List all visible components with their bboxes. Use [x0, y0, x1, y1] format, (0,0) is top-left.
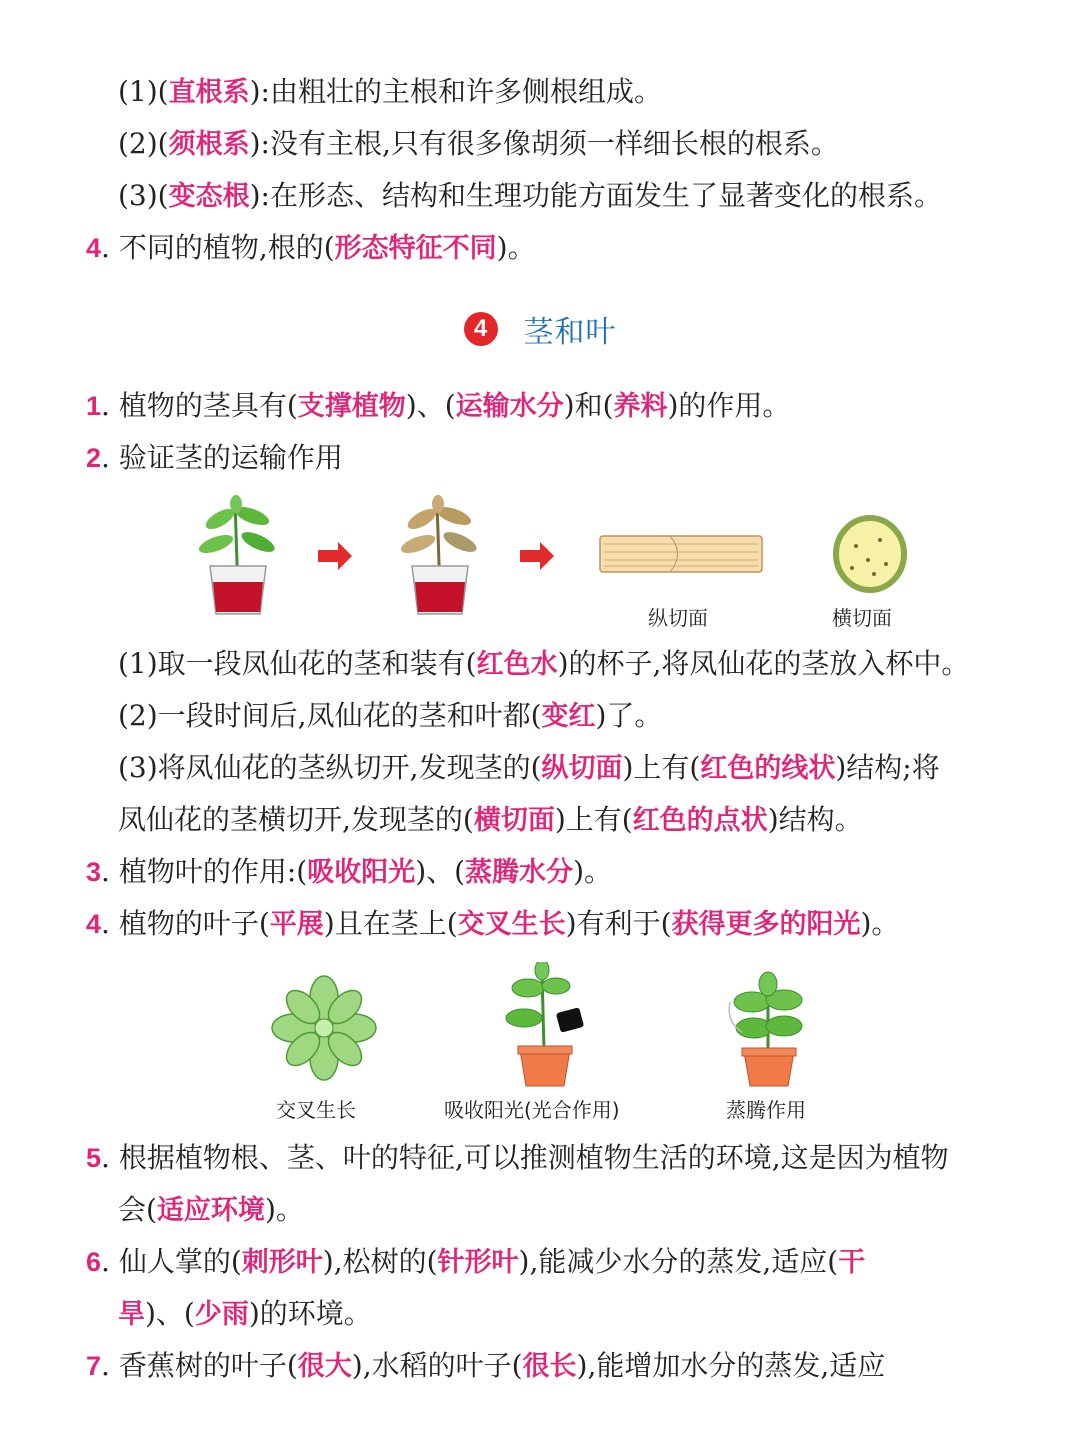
answer: 直根系	[168, 77, 250, 108]
item-5-line-1: 5. 根据植物根、茎、叶的特征,可以推测植物生活的环境,这是因为植物	[86, 1141, 949, 1174]
answer: 须根系	[168, 129, 250, 160]
root-item-1: (1)(直根系):由粗壮的主根和许多侧根组成。	[118, 75, 662, 108]
item-2: 2. 验证茎的运输作用	[86, 441, 343, 474]
leaf-function-illustration	[260, 962, 840, 1092]
item-5-line-2: 会(适应环境)。	[118, 1193, 304, 1226]
plant-in-red-water-1	[197, 495, 278, 614]
section-number-badge: 4	[464, 312, 498, 346]
caption-photosynthesis: 吸收阳光(光合作用)	[444, 1098, 620, 1122]
rosette-plant	[272, 976, 376, 1080]
potted-plant-photosynthesis	[506, 962, 584, 1086]
item-number: 4	[86, 233, 102, 263]
answer: 形态特征不同	[334, 233, 497, 264]
item-2-sub-3b: 凤仙花的茎横切开,发现茎的(横切面)上有(红色的点状)结构。	[118, 803, 863, 836]
potted-plant-transpiration	[729, 972, 802, 1086]
item-2-sub-1: (1)取一段凤仙花的茎和装有(红色水)的杯子,将凤仙花的茎放入杯中。	[118, 647, 970, 680]
answer: 变态根	[168, 181, 250, 212]
section-title: 茎和叶	[523, 315, 617, 350]
plant-in-red-water-2	[399, 495, 480, 614]
longitudinal-section	[600, 536, 762, 572]
caption-cross: 横切面	[832, 606, 892, 630]
item-4: 4. 植物的叶子(平展)且在茎上(交叉生长)有利于(获得更多的阳光)。	[86, 907, 900, 940]
section-heading	[0, 304, 1080, 354]
item-1: 1. 植物的茎具有(支撑植物)、(运输水分)和(养料)的作用。	[86, 389, 791, 422]
item-7: 7. 香蕉树的叶子(很大),水稻的叶子(很长),能增加水分的蒸发,适应	[86, 1349, 886, 1382]
item-6-line-2: 旱)、(少雨)的环境。	[118, 1297, 372, 1330]
prev-item-4: 4. 不同的植物,根的(形态特征不同)。	[86, 231, 536, 264]
cross-section	[836, 518, 904, 590]
caption-cross-growth: 交叉生长	[276, 1098, 356, 1122]
root-item-3: (3)(变态根):在形态、结构和生理功能方面发生了显著变化的根系。	[118, 179, 942, 212]
item-6-line-1: 6. 仙人掌的(刺形叶),松树的(针形叶),能减少水分的蒸发,适应(干	[86, 1245, 866, 1278]
stem-transport-illustration	[180, 494, 940, 624]
item-2-sub-3a: (3)将凤仙花的茎纵切开,发现茎的(纵切面)上有(红色的线状)结构;将	[118, 751, 940, 784]
root-item-2: (2)(须根系):没有主根,只有很多像胡须一样细长根的根系。	[118, 127, 839, 160]
item-2-sub-2: (2)一段时间后,凤仙花的茎和叶都(变红)了。	[118, 699, 663, 732]
caption-longitudinal: 纵切面	[648, 606, 708, 630]
caption-transpiration: 蒸腾作用	[726, 1098, 806, 1122]
item-3: 3. 植物叶的作用:(吸收阳光)、(蒸腾水分)。	[86, 855, 612, 888]
